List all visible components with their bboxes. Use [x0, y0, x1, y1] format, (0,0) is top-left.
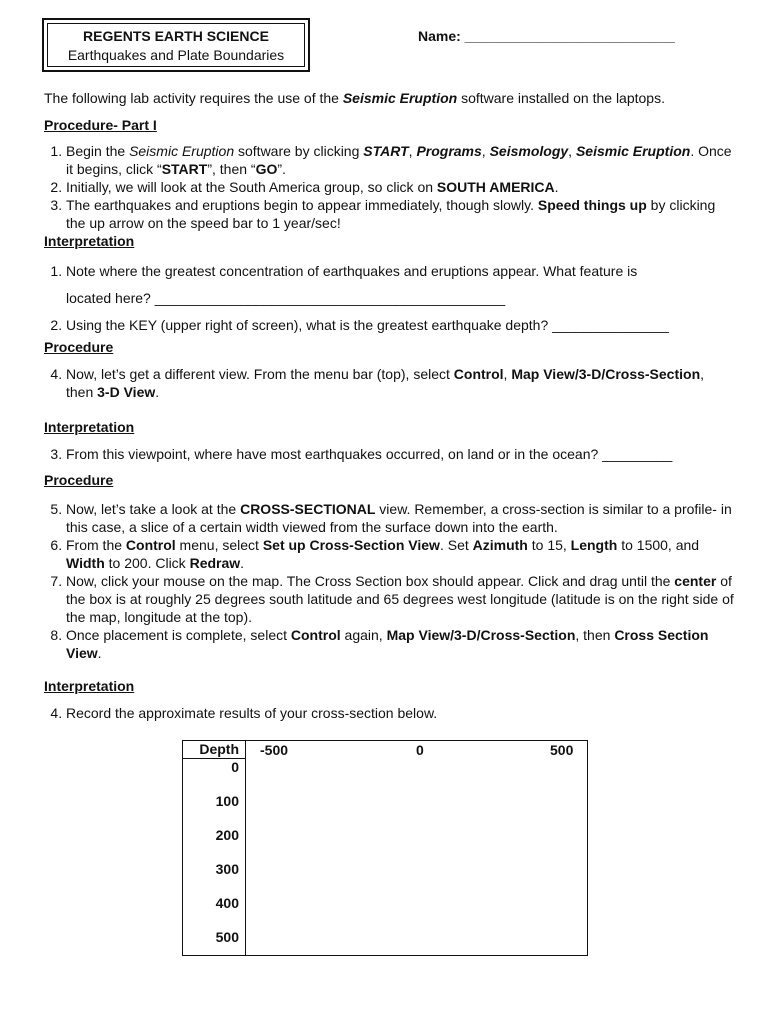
depth-header-cell [183, 741, 246, 759]
x-label-0: 0 [416, 742, 424, 758]
question-4: 4. Record the approximate results of your cross-section below. [66, 704, 734, 722]
depth-100: 100 [215, 793, 239, 809]
procedure-3-list [44, 500, 734, 662]
depth-column [183, 759, 246, 956]
procedure-part1 [44, 116, 734, 232]
step-8: 8. Once placement is complete, select Control again, Map View/3-D/Cross-Section, then Cross Section View. [66, 626, 734, 662]
intro-text [44, 89, 734, 107]
interpretation-1-heading: Interpretation [44, 233, 135, 249]
cross-section-plot-area[interactable] [246, 759, 588, 956]
interpretation-1-list [44, 258, 734, 339]
step-5: 5. Now, let’s take a look at the CROSS-SECTIONAL view. Remember, a cross-section is similar to a profile- in this case, a slice of a certain width viewed from the surface down into the earth. [66, 500, 734, 536]
title-inner [47, 23, 305, 67]
question-2: 2. Using the KEY (upper right of screen), what is the greatest earthquake depth? _______________ [66, 312, 734, 339]
step-3: 3. The earthquakes and eruptions begin to appear immediately, though slowly. Speed things up by clicking the up arrow on the speed bar to 1 year/sec! [66, 196, 734, 232]
depth-label: Depth [199, 741, 239, 757]
x-axis-header [246, 741, 588, 759]
topic-title: Earthquakes and Plate Boundaries [67, 47, 285, 63]
procedure-3-heading: Procedure [44, 472, 114, 488]
intro-software: Seismic Eruption [342, 90, 458, 106]
depth-200: 200 [215, 827, 239, 843]
question-1: 1. Note where the greatest concentration of earthquakes and eruptions appear. What feature is located here? _____________________________________________ [66, 258, 734, 312]
name-field[interactable]: Name: ___________________________ [418, 28, 675, 44]
depth-300: 300 [215, 861, 239, 877]
procedure-2-heading: Procedure [44, 339, 114, 355]
interpretation-1 [44, 232, 734, 339]
interpretation-2-heading: Interpretation [44, 419, 135, 435]
x-label-neg500: -500 [260, 742, 289, 758]
step-6: 6. From the Control menu, select Set up Cross-Section View. Set Azimuth to 15, Length to 1500, and Width to 200. Click Redraw. [66, 536, 734, 572]
step-7: 7. Now, click your mouse on the map. The Cross Section box should appear. Click and drag until the center of the box is at roughly 25 degrees south latitude and 65 degrees west longitude (latitude is on the right side of the map, longitude at the top). [66, 572, 734, 626]
procedure-2 [44, 338, 734, 401]
intro-before: The following lab activity requires the use of the [44, 90, 343, 106]
interpretation-3-heading: Interpretation [44, 678, 135, 694]
course-title: REGENTS EARTH SCIENCE [83, 28, 269, 44]
depth-400: 400 [215, 895, 239, 911]
interpretation-2 [44, 418, 734, 463]
depth-0: 0 [231, 759, 239, 775]
interpretation-2-list [44, 445, 734, 463]
step-2: 2. Initially, we will look at the South America group, so click on SOUTH AMERICA. [66, 178, 734, 196]
question-3: 3. From this viewpoint, where have most earthquakes occurred, on land or in the ocean? _________ [66, 445, 734, 463]
interpretation-3 [44, 677, 734, 722]
step-1: 1. Begin the Seismic Eruption software by clicking START, Programs, Seismology, Seismic Eruption. Once it begins, click “START”, then “GO”. [66, 142, 734, 178]
procedure-3 [44, 471, 734, 662]
step-4: 4. Now, let’s get a different view. From the menu bar (top), select Control, Map View/3-D/Cross-Section, then 3-D View. [66, 365, 734, 401]
procedure-2-list [44, 365, 734, 401]
depth-500: 500 [215, 929, 239, 945]
cross-section-table [182, 740, 588, 956]
title-box [42, 18, 310, 72]
interpretation-3-list [44, 704, 734, 722]
procedure-part1-heading: Procedure- Part I [44, 117, 157, 133]
x-label-500: 500 [550, 742, 574, 758]
intro-after: software installed on the laptops. [457, 90, 665, 106]
procedure-part1-list [44, 142, 734, 232]
